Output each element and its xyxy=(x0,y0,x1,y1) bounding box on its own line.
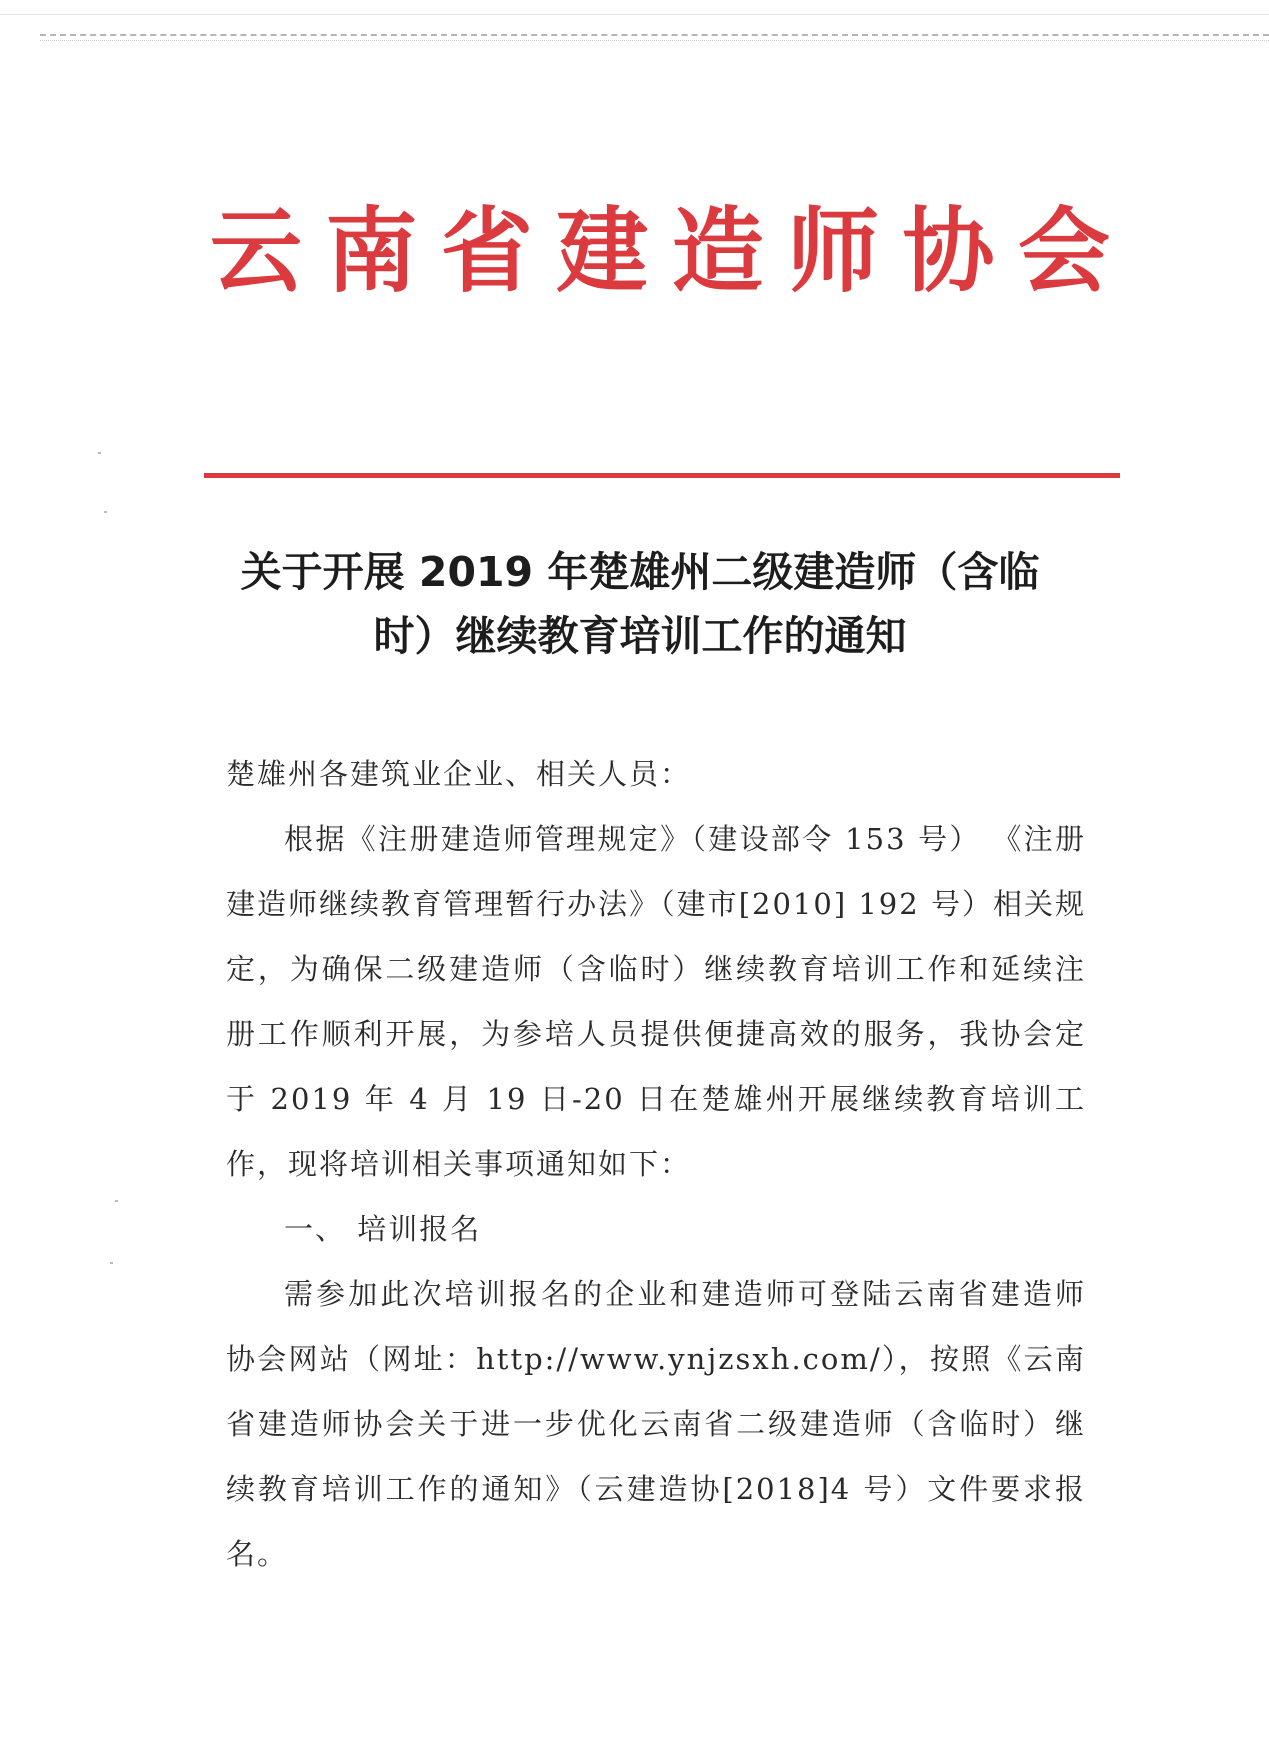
letterhead-char: 建 xyxy=(556,197,649,305)
body-paragraph: 根据《注册建造师管理规定》（建设部令 153 号） 《注册建造师继续教育管理暂行办法》（建市[2010] 192 号）相关规定，为确保二级建造师（含临时）继续教育培训工作和延续注册工作顺利开展，为参培人员提供便捷高效的服务，我协会定于 2019 年 4 月 19 日-20 日在楚雄州开展继续教育培训工作，现将培训相关事项通知如下： xyxy=(226,822,1086,1181)
letterhead-char: 造 xyxy=(671,197,764,305)
letterhead-char: 协 xyxy=(902,197,995,305)
letterhead-char: 会 xyxy=(1017,197,1110,305)
document-title-line2: 时）继续教育培训工作的通知 xyxy=(373,612,907,660)
scan-speck xyxy=(110,1262,113,1264)
scan-speck xyxy=(98,452,101,454)
document-title-line1: 关于开展 2019 年楚雄州二级建造师（含临 xyxy=(240,548,1040,596)
document-title xyxy=(200,540,1080,668)
letterhead-char: 师 xyxy=(787,197,880,305)
letterhead-char: 云 xyxy=(210,197,303,305)
section-heading: 一、 培训报名 xyxy=(284,1212,482,1246)
scan-top-edge xyxy=(0,0,1269,15)
letterhead-org-name xyxy=(210,196,1110,306)
body-paragraph: 需参加此次培训报名的企业和建造师可登陆云南省建造师协会网站（网址：http://www.ynjzsxh.com/），按照《云南省建造师协会关于进一步优化云南省二级建造师（含临时）继续教育培训工作的通知》（云建造协[2018]4 号）文件要求报名。 xyxy=(226,1277,1086,1571)
scan-artifact-line xyxy=(40,34,1269,36)
letterhead-char: 南 xyxy=(325,197,418,305)
scan-artifact-line-secondary xyxy=(40,40,1269,41)
scan-speck xyxy=(104,511,107,513)
salutation: 楚雄州各建筑业企业、相关人员： xyxy=(226,757,692,791)
document-body xyxy=(226,742,1086,1587)
scan-speck xyxy=(115,1200,118,1202)
letterhead-char: 省 xyxy=(440,197,533,305)
letterhead-red-rule xyxy=(204,473,1120,478)
